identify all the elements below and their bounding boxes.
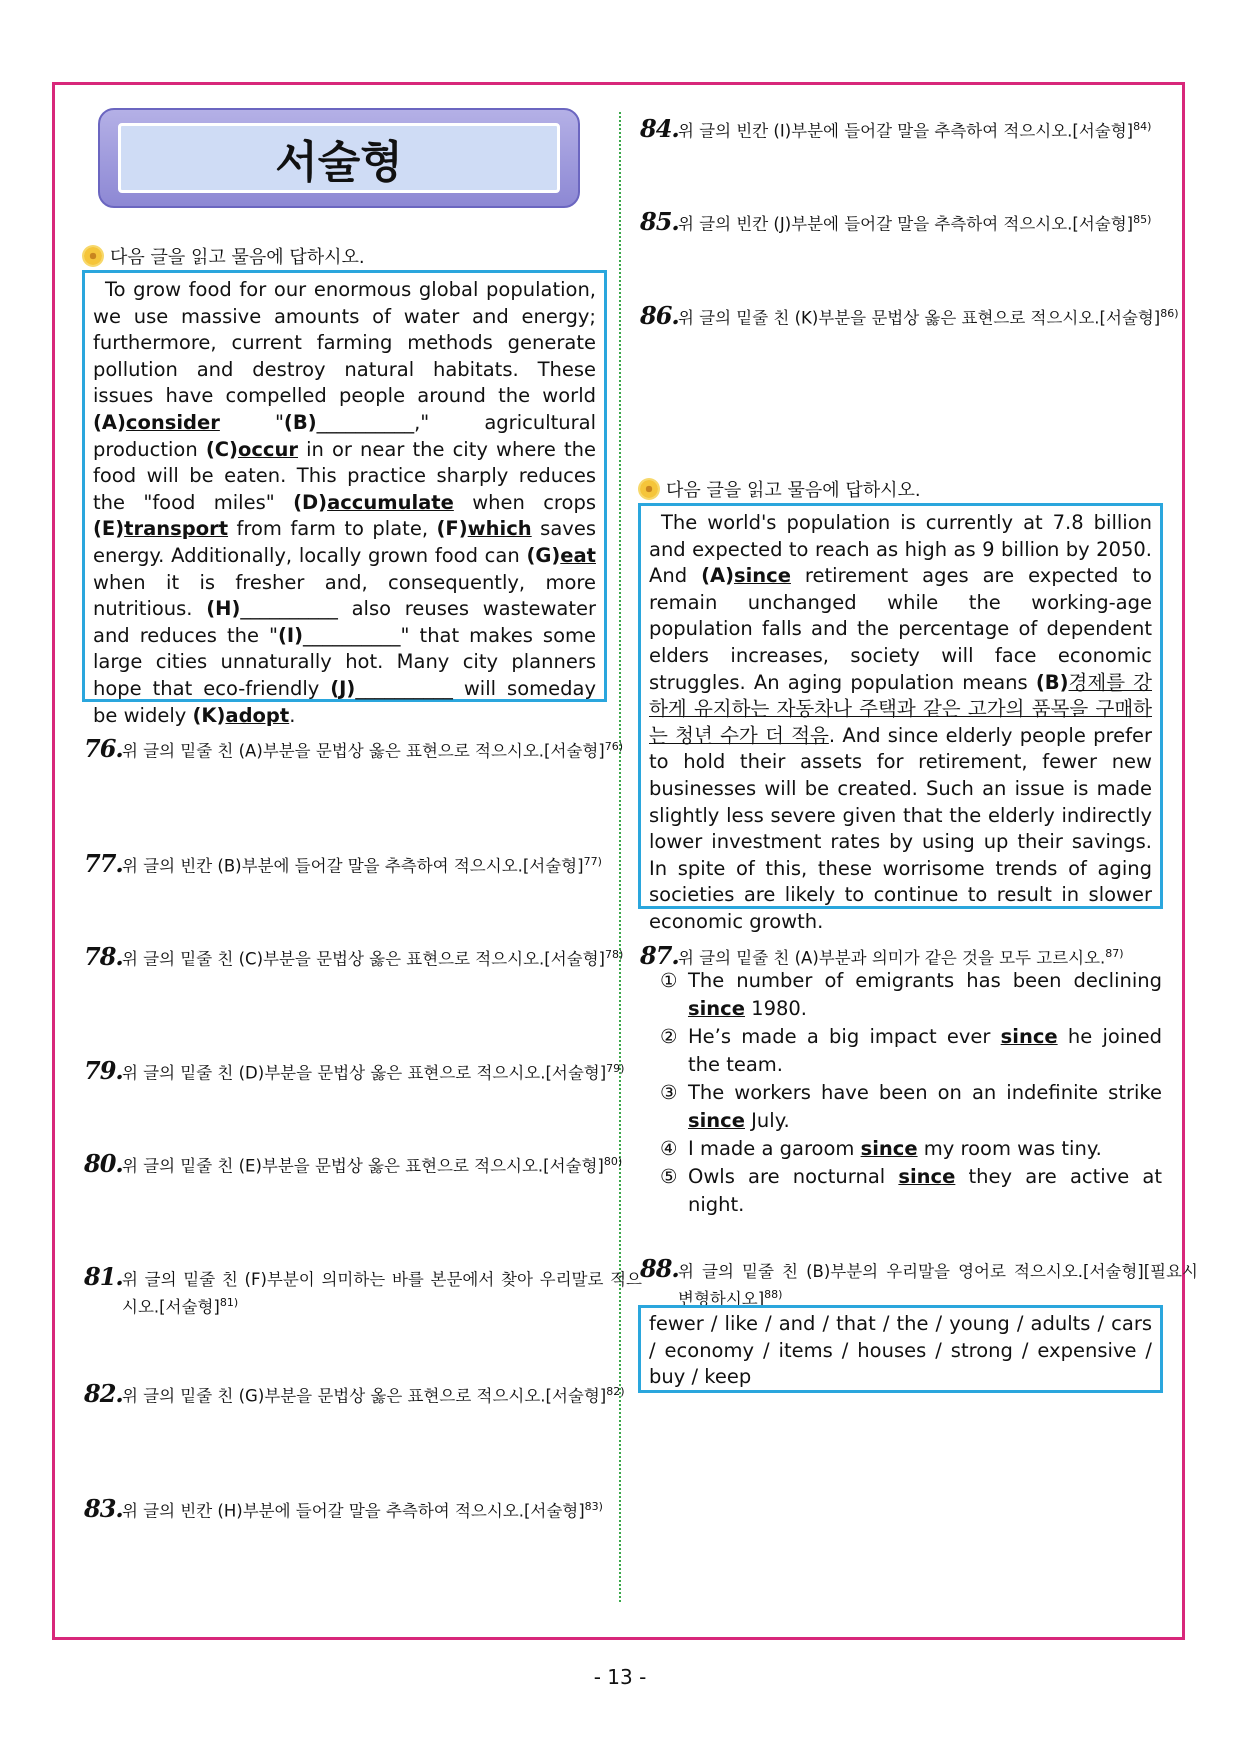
question-83: 83.위 글의 빈칸 (H)부분에 들어갈 말을 추측하여 적으시오.[서술형]$^{83)}$ [84, 1493, 603, 1523]
question-86: 86.위 글의 밑줄 친 (K)부분을 문법상 옳은 표현으로 적으시오.[서술형]$^{86)}$ [640, 300, 1179, 330]
flower-bullet-icon [640, 480, 658, 498]
question-87-options [650, 967, 1162, 1219]
passage-box-2 [638, 503, 1163, 933]
instruction-left [84, 243, 365, 269]
section-title-banner [98, 108, 580, 208]
passage-1-text: To grow food for our enormous global population, we use massive amounts of water and energy; furthermore, current farming methods generate pollution and destroy natural habitats. These issues have compelled people around the world (A)consider "(B)__________," agricultural production (C)occur in or near the city where the food will be eaten. This practice sharply reduces the "food miles" (D)accumulate when crops (E)transport from farm to plate, (F)which saves energy. Additionally, locally grown food can (G)eat when it is fresher and, consequently, more nutritious. (H)__________ also reuses wastewater and reduces the "(I)__________" that makes some large cities unnaturally hot. Many city planners hope that eco-friendly (J)__________ will someday be widely (K)adopt. [93, 278, 597, 727]
page-number: - 13 - [593, 1665, 647, 1689]
question-78: 78.위 글의 밑줄 친 (C)부분을 문법상 옳은 표현으로 적으시오.[서술형]$^{78)}$ [84, 941, 624, 971]
option-2[interactable]: ② He’s made a big impact ever since he joined the team. [660, 1025, 1162, 1076]
question-77: 77.위 글의 빈칸 (B)부분에 들어갈 말을 추측하여 적으시오.[서술형]$^{77)}$ [84, 848, 602, 878]
question-82: 82.위 글의 밑줄 친 (G)부분을 문법상 옳은 표현으로 적으시오.[서술형]$^{82)}$ [84, 1378, 625, 1408]
option-1[interactable]: ① The number of emigrants has been declining since 1980. [660, 969, 1162, 1020]
question-88: 88.위 글의 밑줄 친 (B)부분의 우리말을 영어로 적으시오.[서술형][필요시 변형하시오]$^{88)}$ [640, 1254, 1198, 1309]
question-87: 87.위 글의 밑줄 친 (A)부분과 의미가 같은 것을 모두 고르시오.$^{87)}$ [640, 940, 1124, 970]
section-title: 서술형 [118, 123, 560, 193]
question-80: 80.위 글의 밑줄 친 (E)부분을 문법상 옳은 표현으로 적으시오.[서술형]$^{80)}$ [84, 1148, 623, 1178]
question-79: 79.위 글의 밑줄 친 (D)부분을 문법상 옳은 표현으로 적으시오.[서술형]$^{79)}$ [84, 1055, 625, 1085]
option-5[interactable]: ⑤ Owls are nocturnal since they are active at night. [660, 1165, 1163, 1216]
question-76: 76.위 글의 밑줄 친 (A)부분을 문법상 옳은 표현으로 적으시오.[서술형]$^{76)}$ [84, 733, 624, 763]
word-bank: fewer / like / and / that / the / young / adults / cars / economy / items / houses / strong / expensive / buy / keep [649, 1312, 1152, 1389]
passage-2-text: The world's population is currently at 7.8 billion and expected to reach as high as 9 billion by 2050. And (A)since retirement ages are expected to remain unchanged while the working-age population falls and the percentage of dependent elders increases, society will face economic struggles. An aging population means (B)경제를 강하게 유지하는 자동차나 주택과 같은 고가의 품목을 구매하는 청년 수가 더 적음. And since elderly people prefer to hold their assets for retirement, fewer new businesses will be created. Such an issue is made slightly less severe given that the elderly indirectly lower investment rates by using up their savings. In spite of this, these worrisome trends of aging societies are likely to continue to result in slower economic growth. [649, 511, 1153, 933]
option-3[interactable]: ③ The workers have been on an indefinite strike since July. [660, 1081, 1162, 1132]
passage-box-1 [82, 270, 607, 727]
word-bank-box [638, 1305, 1163, 1393]
instruction-text: 다음 글을 읽고 물음에 답하시오. [110, 247, 365, 268]
instruction-text: 다음 글을 읽고 물음에 답하시오. [666, 480, 921, 501]
flower-bullet-icon [84, 247, 102, 265]
question-85: 85.위 글의 빈칸 (J)부분에 들어갈 말을 추측하여 적으시오.[서술형]$^{85)}$ [640, 206, 1152, 236]
question-81: 81.위 글의 밑줄 친 (F)부분이 의미하는 바를 본문에서 찾아 우리말로 적으시오.[서술형]$^{81)}$ [84, 1262, 642, 1317]
instruction-right [640, 476, 921, 502]
question-84: 84.위 글의 빈칸 (I)부분에 들어갈 말을 추측하여 적으시오.[서술형]$^{84)}$ [640, 113, 1152, 143]
option-4[interactable]: ④ I made a garoom since my room was tiny. [660, 1137, 1102, 1160]
